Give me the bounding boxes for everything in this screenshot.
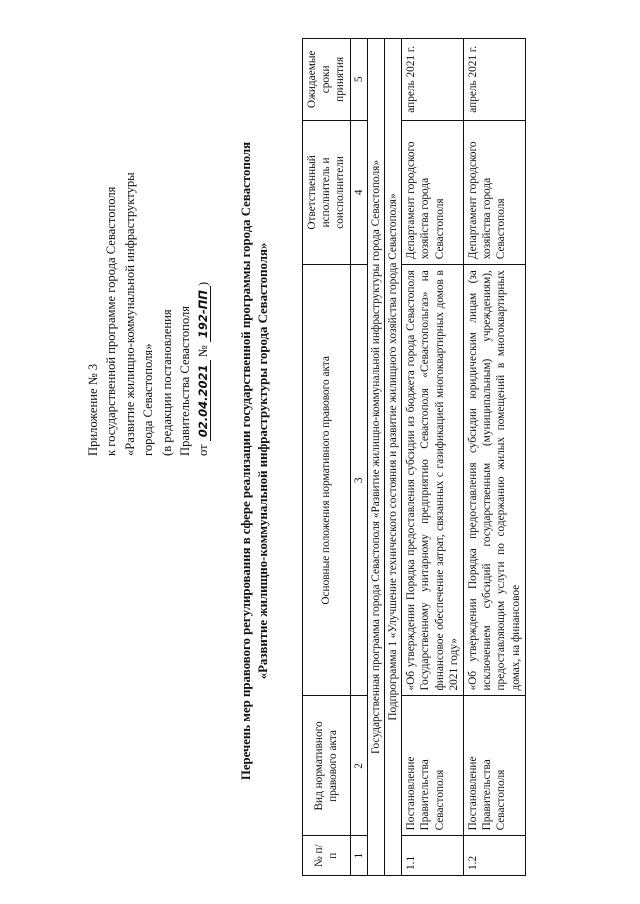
appendix-line: города Севастополя»: [141, 343, 156, 456]
number-prefix: №: [196, 345, 211, 358]
row-num: 1.2: [464, 836, 526, 876]
header-num: № п/п: [303, 836, 351, 876]
table-row: [464, 39, 526, 876]
document-title: [238, 42, 272, 880]
subprogram-title: Подпрограмма 1 «Улучшение технического состояния и развитие жилищного хозяйства города Севастополя»: [385, 39, 402, 876]
title-line: «Развитие жилищно-коммунальной инфраструктуры города Севастополя»: [256, 242, 270, 680]
handwritten-date: 02.04.2021: [196, 360, 211, 441]
appendix-line: «Развитие жилищно-коммунальной инфраструктуры: [122, 172, 137, 456]
header-deadline: Ожидаемые сроки принятия: [303, 39, 351, 121]
row-responsible: Департамент городского хозяйства города Севастополя: [402, 120, 464, 265]
date-prefix: от: [196, 444, 211, 456]
row-deadline: апрель 2021 г.: [464, 39, 526, 121]
subprogram-row: [385, 39, 402, 876]
column-number-row: [350, 39, 367, 876]
row-kind: Постановление Правительства Севастополя: [464, 696, 526, 836]
row-deadline: апрель 2021 г.: [402, 39, 464, 121]
table-header-row: [303, 39, 351, 876]
row-content: «Об утверждении Порядка предоставления субсидии юридическим лицам (за исключением субсидий государственным (муниципальным) учреждениям), предоставляющим услуги по содержанию жилых помещений в многоквартирных домах, на финансовое: [464, 265, 526, 696]
header-responsible: Ответственный исполнитель и соисполнители: [303, 120, 351, 265]
column-number: 5: [350, 39, 367, 121]
column-number: 4: [350, 120, 367, 265]
table-row: [402, 39, 464, 876]
appendix-line: Правительства Севастополя: [178, 305, 193, 456]
column-number: 1: [350, 836, 367, 876]
appendix-line: (в редакции постановления: [159, 309, 174, 456]
appendix-date-line: [194, 36, 212, 456]
appendix-header: [84, 36, 213, 456]
appendix-line: к государственной программе города Севастополя: [104, 186, 119, 456]
row-responsible: Департамент городского хозяйства города Севастополя: [464, 120, 526, 265]
close-paren: ): [196, 281, 211, 287]
regulation-table: [302, 38, 526, 876]
row-kind: Постановление Правительства Севастополя: [402, 696, 464, 836]
header-kind: Вид нормативного правового акта: [303, 696, 351, 836]
row-num: 1.1: [402, 836, 464, 876]
title-line: Перечень мер правового регулирования в сфере реализации государственной программы города Севастополя: [239, 141, 253, 781]
row-content: «Об утверждении Порядка предоставления субсидии из бюджета города Севастополя Государственному унитарному предприятию Севастополя «Севастопольгаз» на финансовое обеспечение затрат, связанных с газификацией многоквартирных домов в 2021 году»: [402, 265, 464, 696]
program-row: [367, 39, 384, 876]
header-content: Основные положения нормативного правового акта: [303, 265, 351, 696]
column-number: 3: [350, 265, 367, 696]
column-number: 2: [350, 696, 367, 836]
appendix-line: Приложение № 3: [86, 363, 100, 456]
program-title: Государственная программа города Севастополя «Развитие жилищно-коммунальной инфраструктуры города Севастополя»: [367, 39, 384, 876]
handwritten-number: 192-ПП: [196, 286, 211, 342]
